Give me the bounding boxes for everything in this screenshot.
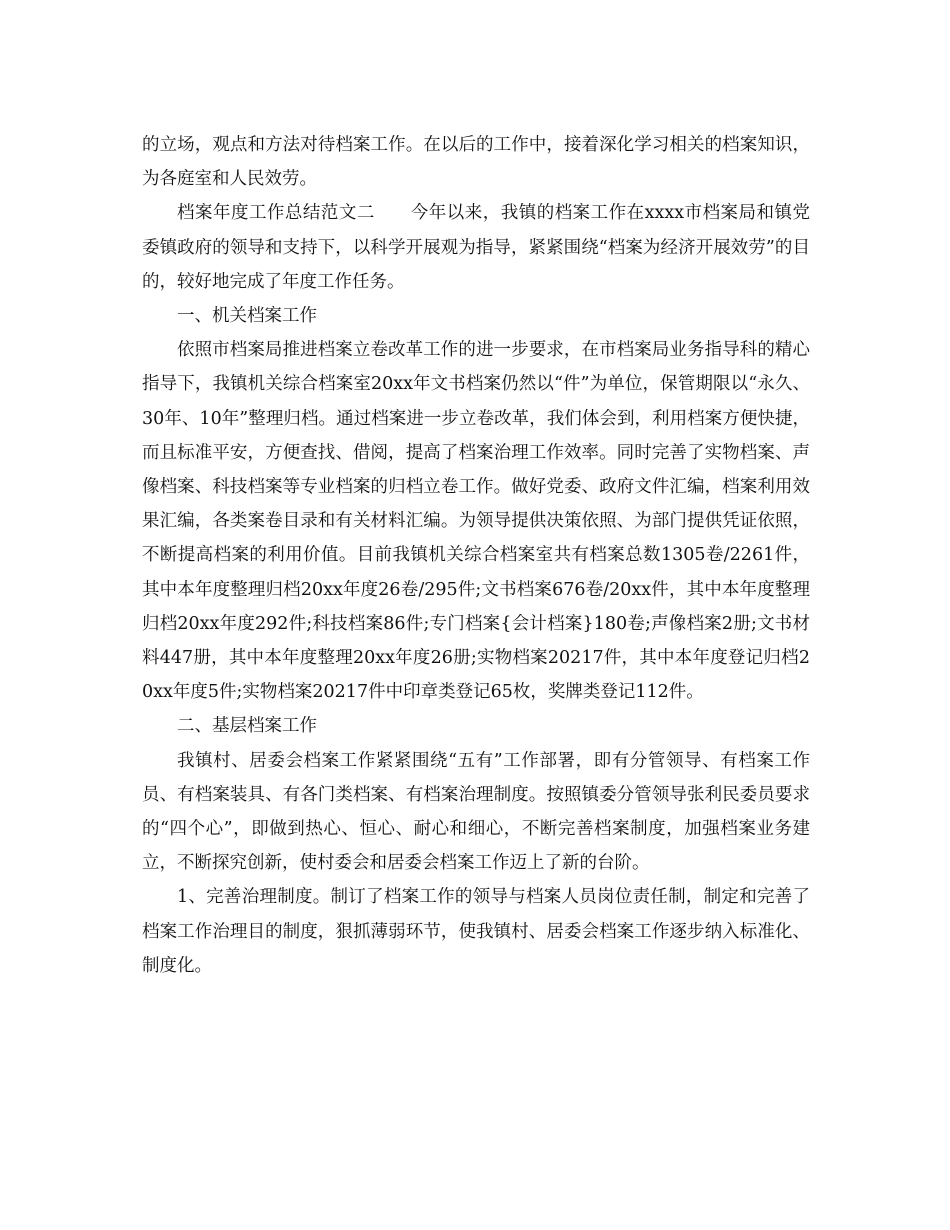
paragraph-intro: 档案年度工作总结范文二 今年以来，我镇的档案工作在xxxx市档案局和镇党委镇政府的领导和支持下，以科学开展观为指导，紧紧围绕“档案为经济开展效劳”的目的，较好地完成了年度工作任务。 xyxy=(142,203,810,292)
paragraph-grassroots-archives: 我镇村、居委会档案工作紧紧围绕“五有”工作部署，即有分管领导、有档案工作员、有档案装具、有各门类档案、有档案治理制度。按照镇委分管领导张利民委员要求的“四个心”，即做到热心、恒心、耐心和细心，不断完善档案制度，加强档案业务建立，不断探究创新，使村委会和居委会档案工作迈上了新的台阶。 xyxy=(142,750,810,874)
section-heading-grassroots-archives: 二、基层档案工作 xyxy=(177,716,317,737)
paragraph-continuation: 的立场，观点和方法对待档案工作。在以后的工作中，接着深化学习相关的档案知识，为各庭室和人民效劳。 xyxy=(142,135,810,190)
document-page xyxy=(142,128,810,983)
paragraph-management-system: 1、完善治理制度。制订了档案工作的领导与档案人员岗位责任制，制定和完善了档案工作治理目的制度，狠抓薄弱环节，使我镇村、居委会档案工作逐步纳入标准化、制度化。 xyxy=(142,887,810,976)
paragraph-agency-archives: 依照市档案局推进档案立卷改革工作的进一步要求，在市档案局业务指导科的精心指导下，我镇机关综合档案室20xx年文书档案仍然以“件”为单位，保管期限以“永久、30年、10年”整理归档。通过档案进一步立卷改革，我们体会到，利用档案方便快捷，而且标准平安，方便查找、借阅，提高了档案治理工作效率。同时完善了实物档案、声像档案、科技档案等专业档案的归档立卷工作。做好党委、政府文件汇编，档案利用效果汇编，各类案卷目录和有关材料汇编。为领导提供决策依照、为部门提供凭证依照，不断提高档案的利用价值。目前我镇机关综合档案室共有档案总数1305卷/2261件，其中本年度整理归档20xx年度26卷/295件;文书档案676卷/20xx件，其中本年度整理归档20xx年度292件;科技档案86件;专门档案{会计档案}180卷;声像档案2册;文书材料447册，其中本年度整理20xx年度26册;实物档案20217件，其中本年度登记归档20xx年度5件;实物档案20217件中印章类登记65枚，奖牌类登记112件。 xyxy=(142,340,810,703)
section-heading-agency-archives: 一、机关档案工作 xyxy=(177,306,317,327)
